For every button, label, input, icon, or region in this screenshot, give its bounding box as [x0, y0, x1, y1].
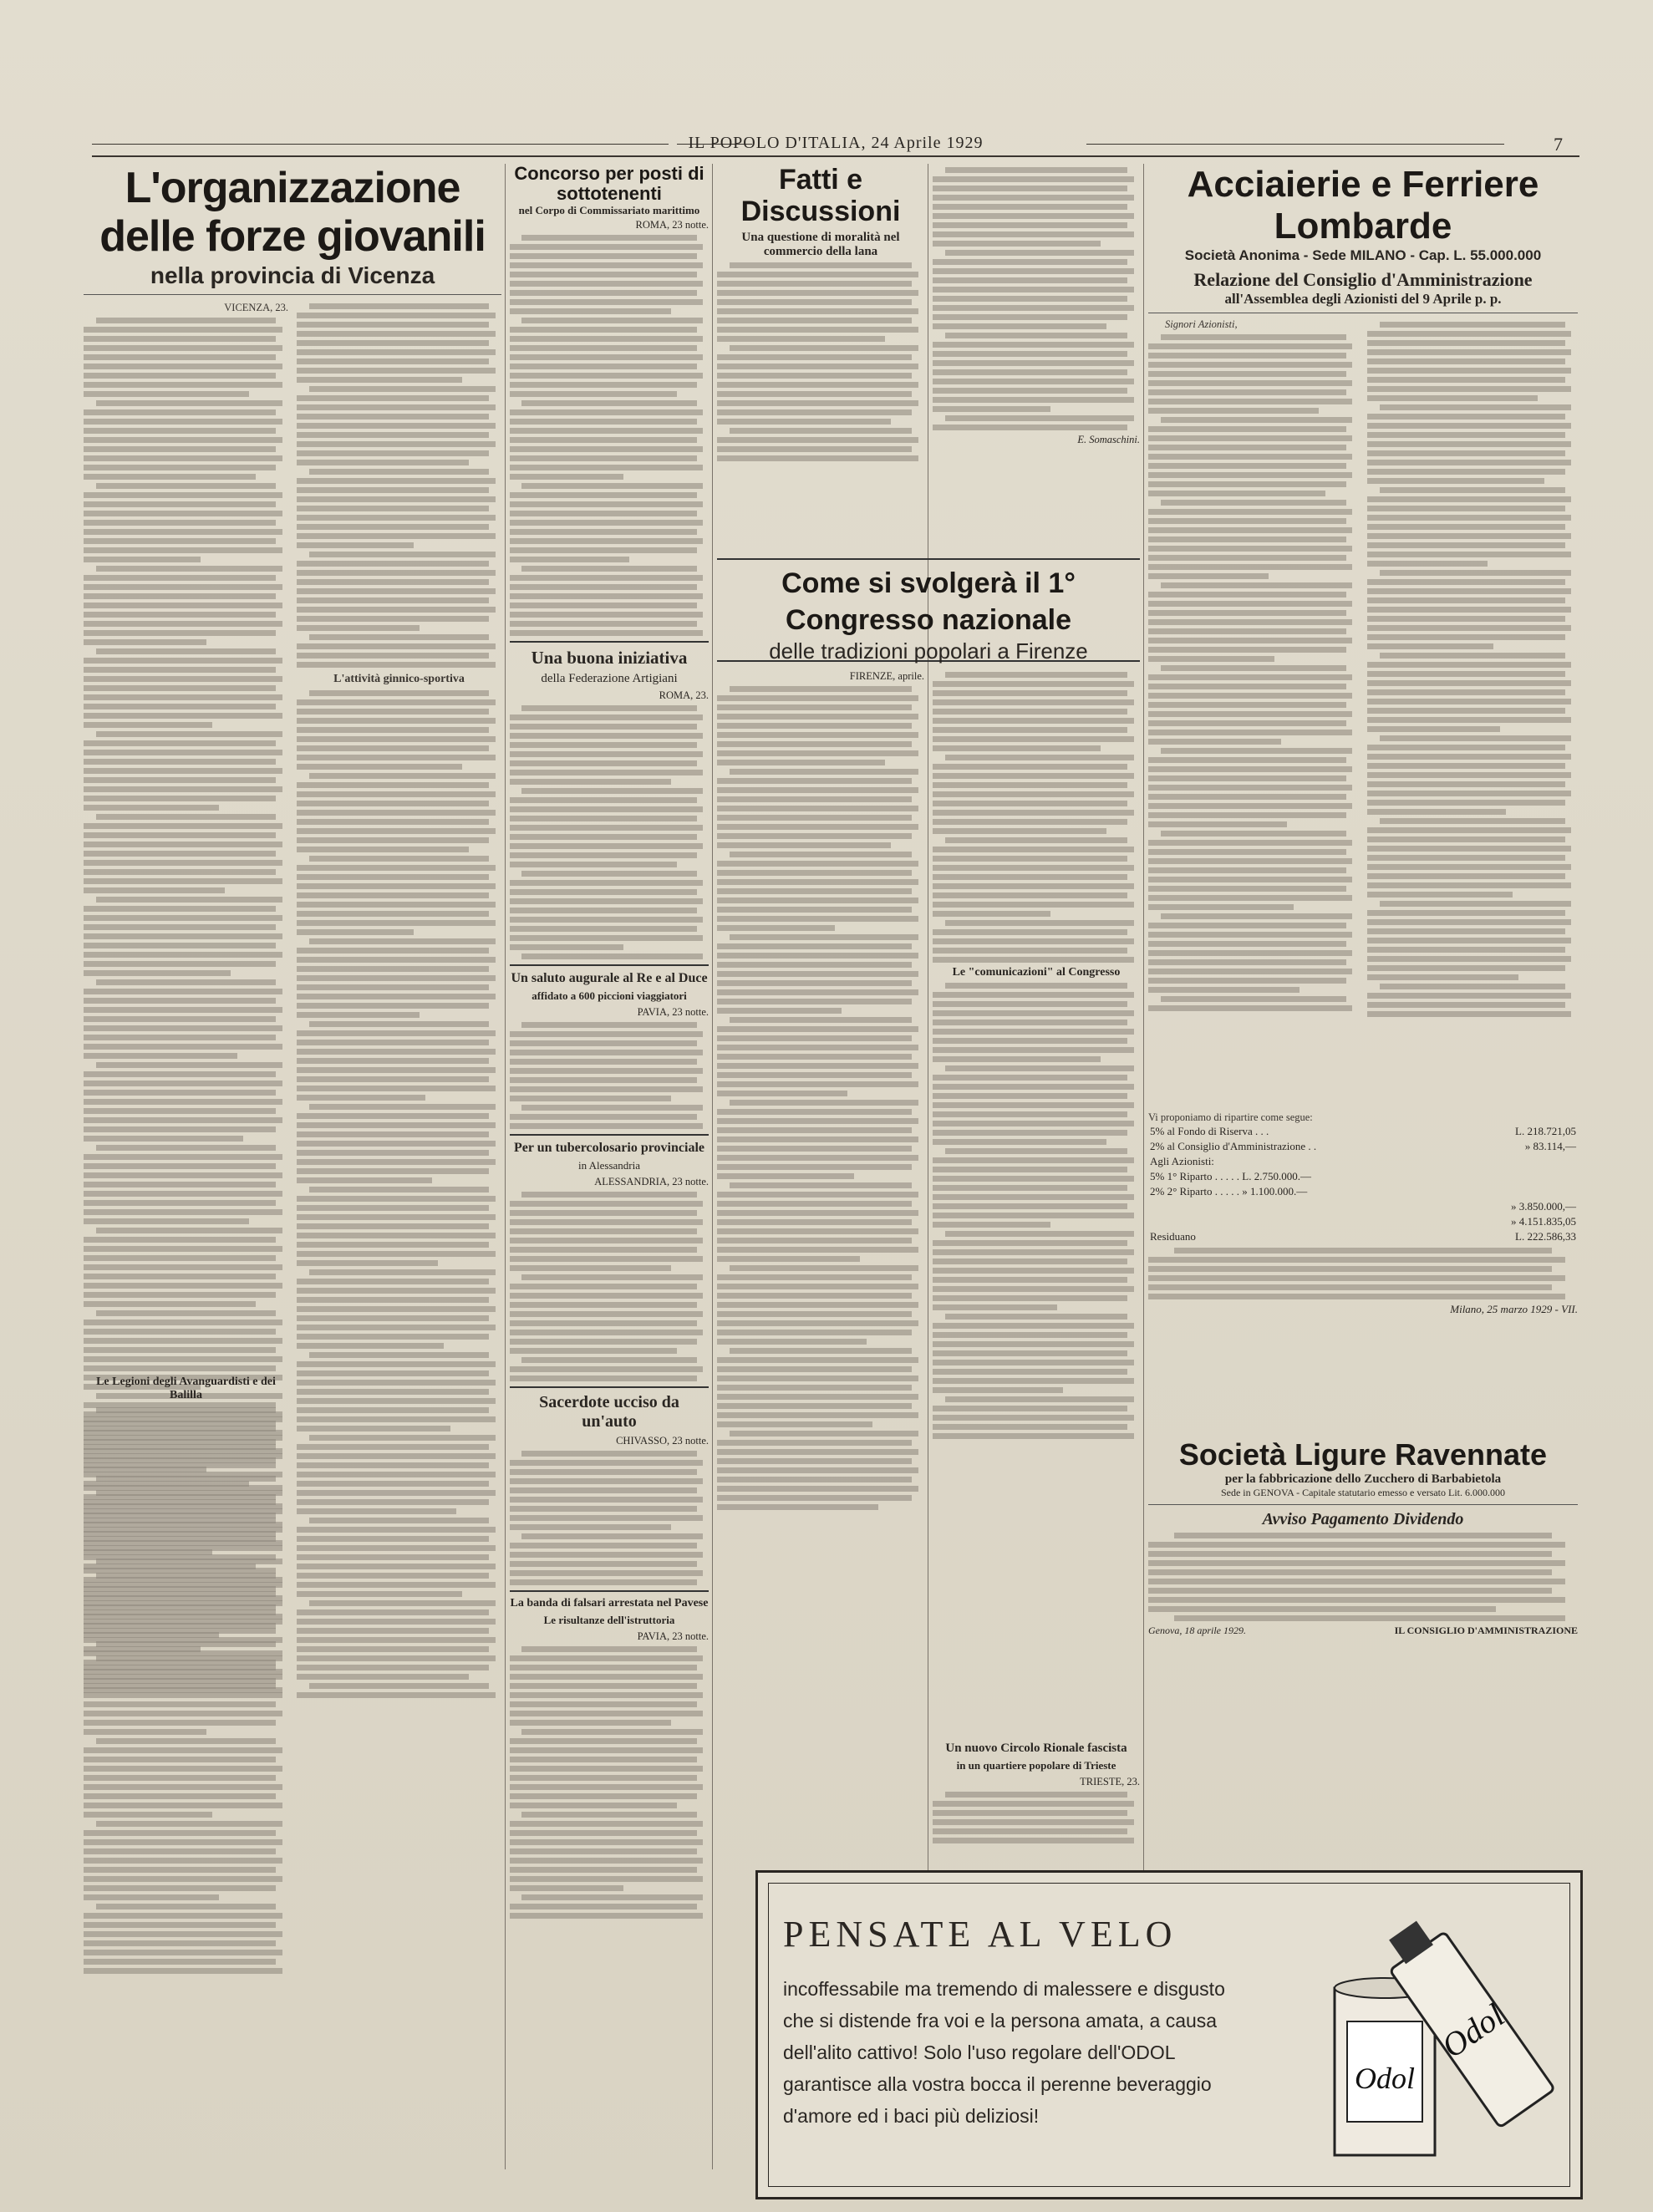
dividend-row	[1148, 1229, 1578, 1244]
dividend-table-area	[1148, 1111, 1578, 1315]
masthead-title: IL POPOLO D'ITALIA, 24 Aprile 1929	[688, 134, 984, 152]
row-label	[1148, 1214, 1454, 1229]
article-subhead: nella provincia di Vicenza	[150, 262, 435, 288]
fatti-headline: Fatti e Discussioni	[740, 164, 901, 227]
ad-title: PENSATE AL VELO	[783, 1914, 1177, 1955]
dateline: PAVIA, 23 notte.	[637, 1006, 709, 1018]
row-value: » 83.114,—	[1524, 1140, 1576, 1152]
ligure-sede: Sede in GENOVA - Capitale statutario emesso e versato Lit. 6.000.000	[1220, 1487, 1506, 1498]
report-title: Relazione del Consiglio d'Amministrazione	[1193, 269, 1533, 290]
row-value	[1454, 1169, 1578, 1184]
column-3b-body	[933, 669, 1140, 1838]
section-heading: L'attività ginnico-sportiva	[333, 673, 465, 685]
text-lines-placeholder	[1148, 1533, 1578, 1621]
headline-sacerdote: Sacerdote ucciso da un'auto	[539, 1393, 679, 1431]
row-value	[1454, 1184, 1578, 1199]
column-3-top	[717, 164, 924, 557]
column-4	[1148, 164, 1578, 1250]
text-lines-placeholder	[1148, 334, 1359, 1011]
row-value	[1454, 1154, 1578, 1169]
dateline: ROMA, 23.	[659, 689, 709, 701]
text-lines-placeholder	[933, 672, 1140, 963]
headline-saluto: Un saluto augurale al Re e al Duce	[511, 971, 708, 985]
text-lines-placeholder	[717, 686, 924, 1510]
text-lines-placeholder	[933, 167, 1140, 430]
row-label: Residuano	[1150, 1230, 1196, 1243]
dateline: FIRENZE, aprile.	[849, 670, 924, 682]
section-heading-legioni: Le Legioni degli Avanguardisti e dei Balilla	[96, 1376, 276, 1401]
dateline: VICENZA, 23.	[224, 302, 288, 313]
row-label: Agli Azionisti:	[1150, 1155, 1214, 1167]
column-3b-top	[933, 164, 1140, 557]
row-label: 2% 2° Riparto . . . . . » 1.100.000.—	[1150, 1185, 1308, 1198]
dividend-row	[1148, 1169, 1578, 1184]
dividend-row	[1148, 1184, 1578, 1199]
text-lines-placeholder	[510, 1022, 709, 1129]
closing-date: Milano, 25 marzo 1929 - VII.	[1450, 1303, 1578, 1315]
headline-tubercolosario: Per un tubercolosario provinciale	[514, 1141, 704, 1155]
row-value: L. 222.586,33	[1515, 1230, 1576, 1243]
row-label: 5% 1° Riparto . . . . . L. 2.750.000.—	[1150, 1170, 1311, 1182]
congresso-banner	[717, 558, 1140, 662]
congresso-subhead: delle tradizioni popolari a Firenze	[769, 638, 1088, 664]
column-1-lower	[84, 1370, 288, 2173]
text-lines-placeholder	[510, 235, 709, 636]
row-label: 5% al Fondo di Riserva . . .	[1150, 1125, 1269, 1137]
ligure-date: Genova, 18 aprile 1929.	[1148, 1625, 1246, 1636]
dateline: PAVIA, 23 notte.	[637, 1630, 709, 1642]
bottle-brand: Odol	[1434, 1996, 1512, 2066]
dateline: CHIVASSO, 23 notte.	[616, 1435, 709, 1447]
column-2	[510, 164, 709, 2169]
concorso-headline: Concorso per posti di sottotenenti	[514, 163, 704, 204]
row-label	[1148, 1199, 1454, 1214]
dividend-table	[1148, 1124, 1578, 1244]
row-value: » 3.850.000,—	[1511, 1200, 1576, 1213]
acciaierie-headline: Acciaierie e Ferriere Lombarde	[1187, 164, 1539, 247]
dividend-row	[1148, 1139, 1578, 1154]
subhead-tubercolosario: in Alessandria	[577, 1159, 640, 1172]
dividend-row	[1148, 1199, 1578, 1214]
text-lines-placeholder	[1148, 1248, 1578, 1299]
text-lines-placeholder	[84, 1407, 288, 1974]
text-lines-placeholder	[297, 303, 501, 668]
text-lines-placeholder	[717, 262, 924, 461]
row-value: » 4.151.835,05	[1511, 1215, 1576, 1228]
ad-text: incoffessabile ma tremendo di malessere e disgusto che si distende fra voi e la persona amata, a causa dell'alito cattivo! Solo l'uso regolare dell'ODOL garantisce alla vostra bocca il perenne beveraggio d'amore ed i baci più deliziosi!	[783, 1978, 1225, 2127]
subhead-falsari: Le risultanze dell'istruttoria	[543, 1614, 675, 1626]
dateline: ROMA, 23 notte.	[635, 219, 709, 231]
ligure-sub: per la fabbricazione dello Zucchero di Barbabietola	[1224, 1472, 1502, 1486]
avviso-title: Avviso Pagamento Dividendo	[1262, 1510, 1464, 1528]
dateline: TRIESTE, 23.	[1080, 1776, 1140, 1787]
text-lines-placeholder	[510, 705, 709, 959]
headline-circolo: Un nuovo Circolo Rionale fascista	[945, 1742, 1127, 1755]
report-subtitle: all'Assemblea degli Azionisti del 9 Aprile p. p.	[1224, 291, 1502, 307]
article-headline: L'organizzazione delle forze giovanili	[99, 164, 486, 261]
subhead-iniziativa: della Federazione Artigiani	[541, 672, 678, 685]
text-lines-placeholder	[933, 983, 1140, 1439]
masthead	[92, 134, 1579, 157]
text-lines-placeholder	[510, 1646, 709, 1919]
text-lines-placeholder	[510, 1451, 709, 1585]
company-line: Società Anonima - Sede MILANO - Cap. L. 55.000.000	[1184, 247, 1542, 263]
ligure-notice	[1148, 1437, 1578, 1738]
headline-iniziativa: Una buona iniziativa	[531, 648, 688, 668]
salutation: Signori Azionisti,	[1165, 318, 1238, 330]
glass-brand: Odol	[1355, 2062, 1415, 2095]
prop-intro: Vi proponiamo di ripartire come segue:	[1148, 1111, 1313, 1123]
column-3-body	[717, 669, 924, 1838]
headline-comunicazioni: Le "comunicazioni" al Congresso	[952, 966, 1121, 979]
odol-advertisement	[755, 1870, 1583, 2199]
subhead-circolo: in un quartiere popolare di Trieste	[956, 1759, 1116, 1772]
row-label: 2% al Consiglio d'Amministrazione . .	[1150, 1140, 1317, 1152]
column-3b-circolo	[933, 1738, 1140, 1868]
headline-lana: Una questione di moralità nel commercio della lana	[741, 231, 900, 258]
odol-bottle-illustration	[1310, 1896, 1552, 2172]
page-number: 7	[1554, 134, 1563, 155]
dividend-row	[1148, 1214, 1578, 1229]
text-lines-placeholder	[510, 1192, 709, 1381]
concorso-subhead: nel Corpo di Commissariato marittimo	[518, 204, 700, 216]
text-lines-placeholder	[933, 1792, 1140, 1843]
text-lines-placeholder	[1367, 322, 1578, 1017]
subhead-saluto: affidato a 600 piccioni viaggiatori	[532, 989, 687, 1002]
congresso-headline: Come si svolgerà il 1° Congresso nazionale	[781, 567, 1076, 636]
column-2b	[298, 1253, 501, 2173]
ligure-board: IL CONSIGLIO D'AMMINISTRAZIONE	[1394, 1625, 1578, 1636]
dividend-row	[1148, 1154, 1578, 1169]
headline-falsari: La banda di falsari arrestata nel Pavese	[510, 1597, 709, 1609]
dateline: ALESSANDRIA, 23 notte.	[594, 1176, 709, 1187]
dividend-row	[1148, 1124, 1578, 1139]
ligure-title: Società Ligure Ravennate	[1178, 1437, 1548, 1472]
row-value: L. 218.721,05	[1515, 1125, 1576, 1137]
signature: E. Somaschini.	[1077, 434, 1140, 445]
